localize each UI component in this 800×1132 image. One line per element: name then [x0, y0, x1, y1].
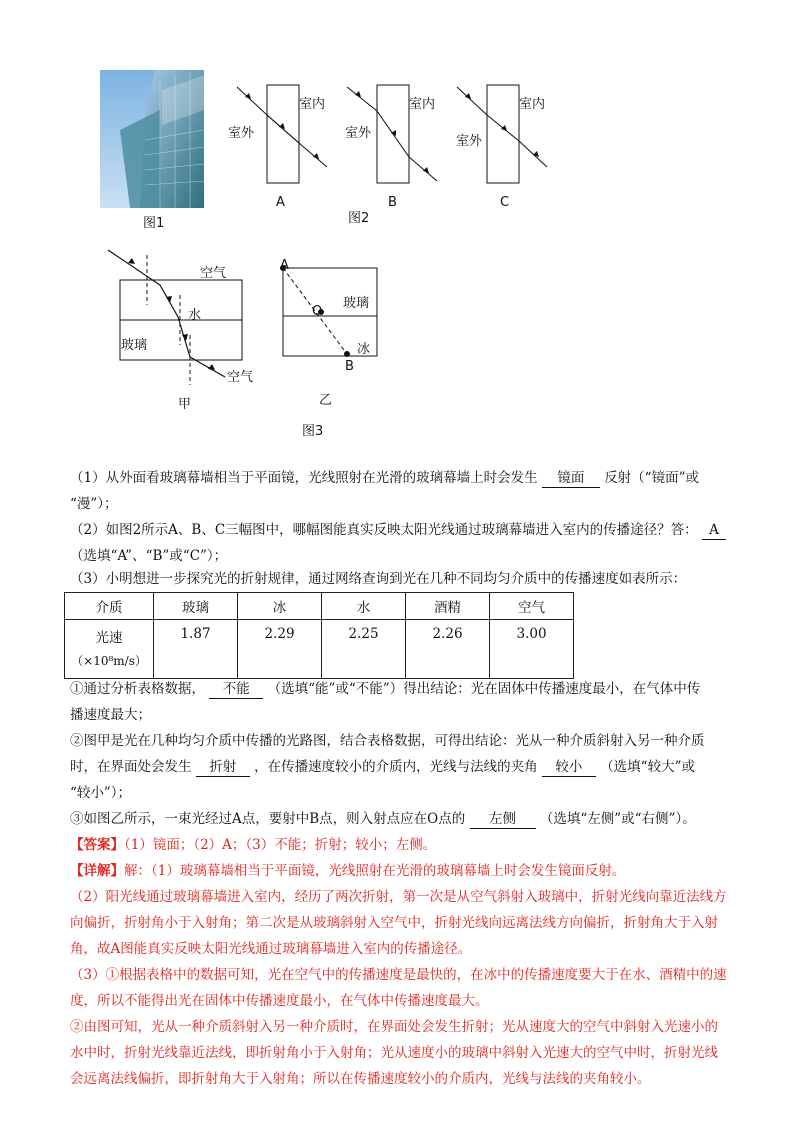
question-2 [70, 517, 760, 543]
table-cell: 1.87 [154, 620, 238, 679]
table-header-medium: 介质 [65, 593, 154, 620]
q2-text: （2）如图2所示A、B、C三幅图中，哪幅图能真实反映太阳光线通过玻璃幕墙进入室内的传播途径？答： [70, 522, 698, 538]
answer-text: （1）镜面；（2）A；（3）不能；折射；较小；左侧。 [124, 837, 437, 853]
speed-label: 光速 [95, 630, 123, 646]
option-a-outdoor-label: 室外 [228, 126, 255, 141]
detail-4c: 会远离法线偏折，即折射角大于入射角；所以在传播速度较小的介质内，光线与法线的夹角较小。 [70, 1071, 651, 1087]
jia-caption: 甲 [178, 397, 192, 412]
yi-point-b-label: B [345, 359, 354, 374]
sub2-line-2 [70, 754, 760, 780]
detail-2a: （2）阳光线通过玻璃幕墙进入室内，经历了两次折射，第一次是从空气斜射入玻璃中，折射光线向靠近法线方 [70, 889, 727, 905]
figure-2-caption: 图2 [348, 211, 370, 226]
option-b-outdoor-label: 室外 [345, 126, 372, 141]
answer-line [70, 832, 760, 858]
q1-text: （1）从外面看玻璃幕墙相当于平面镜，光线照射在光滑的玻璃幕墙上时会发生 [70, 470, 538, 486]
sub1-text: ①通过分析表格数据， [70, 681, 205, 697]
jia-air-bottom-label: 空气 [227, 370, 254, 385]
detail-4b: 水中时，折射光线靠近法线，即折射角小于入射角；光从速度小的玻璃中斜射入光速大的空气中时，折射光线 [70, 1045, 718, 1061]
detail-2c: 角，故A图能真实反映太阳光线通过玻璃幕墙进入室内的传播途径。 [70, 941, 472, 957]
option-b-indoor-label: 室内 [409, 97, 436, 112]
option-c-letter: C [500, 195, 510, 210]
yi-point-o-label: O [312, 304, 323, 319]
figure-1 [100, 70, 204, 208]
jia-water-label: 水 [188, 308, 202, 323]
table-header-cell: 玻璃 [154, 593, 238, 620]
detail-2b: 向偏折，折射角小于入射角；第二次是从玻璃斜射入空气中，折射光线向远离法线方向偏折，折射角大于入射 [70, 915, 718, 931]
table-header-cell: 水 [322, 593, 406, 620]
detail-4a: ②由图可知，光从一种介质斜射入另一种介质时，在界面处会发生折射；光从速度大的空气中斜射入光速小的 [70, 1019, 718, 1035]
sub1-text-post: （选填“能”或“不能”）得出结论：光在固体中传播速度最小，在气体中传 [267, 681, 701, 697]
yi-caption: 乙 [319, 393, 333, 408]
option-c-outdoor-label: 室外 [456, 134, 483, 149]
question-3: （3）小明想进一步探究光的折射规律，通过网络查询到光在几种不同均匀介质中的传播速度如表所示： [70, 571, 687, 587]
option-a-letter: A [276, 195, 285, 210]
jia-glass-label: 玻璃 [121, 338, 148, 353]
table-header-cell: 酒精 [406, 593, 490, 620]
detail-line-1 [70, 858, 760, 884]
option-c-indoor-label: 室内 [519, 97, 546, 112]
sub-question-3 [70, 806, 760, 832]
table-cell: 2.25 [322, 620, 406, 679]
figure-2 [225, 75, 565, 205]
yi-point-a-label: A [280, 258, 289, 273]
table-cell: 3.00 [490, 620, 574, 679]
sub2-answer-blank-2: 较小 [542, 758, 596, 777]
table-header-cell: 空气 [490, 593, 574, 620]
question-1 [70, 465, 760, 491]
figure-3-yi-diagram [275, 260, 395, 370]
jia-air-top-label: 空气 [200, 266, 227, 281]
sub2-line-3: “较小”）； [70, 785, 132, 801]
sub2-text-mid: ，在传播速度较小的介质内，光线与法线的夹角 [254, 759, 538, 775]
sub2-answer-blank-1: 折射 [196, 758, 250, 777]
speed-unit: （×10⁸m/s） [71, 654, 147, 668]
q1-text-post: 反射（“镜面”或 [604, 470, 699, 486]
table-header-row [65, 593, 574, 620]
yi-glass-label: 玻璃 [343, 296, 370, 311]
sub1-line-2: 播速度最大； [70, 707, 151, 723]
answer-tag: 【答案】 [70, 837, 124, 853]
figure-1-caption: 图1 [143, 216, 165, 231]
building-photo [100, 70, 204, 208]
sub3-answer-blank: 左侧 [470, 810, 536, 829]
table-row [65, 620, 574, 679]
figure-3-caption: 图3 [302, 424, 324, 439]
option-b-letter: B [388, 195, 397, 210]
q1-answer-blank: 镜面 [542, 469, 600, 488]
sub3-text: ③如图乙所示，一束光经过A点，要射中B点，则入射点应在O点的 [70, 811, 466, 827]
sub-question-2: ②图甲是光在几种均匀介质中传播的光路图，结合表格数据，可得出结论：光从一种介质斜射入另一种介质 [70, 733, 705, 749]
table-cell: 2.26 [406, 620, 490, 679]
sub-question-1 [70, 676, 760, 702]
sub1-answer-blank: 不能 [209, 680, 263, 699]
table-header-cell: 冰 [238, 593, 322, 620]
detail-text-1: 解：（1）玻璃幕墙相当于平面镜，光线照射在光滑的玻璃幕墙上时会发生镜面反射。 [124, 863, 626, 879]
detail-tag: 【详解】 [70, 863, 124, 879]
yi-ice-label: 冰 [357, 342, 371, 357]
detail-3b: 度，所以不能得出光在固体中传播速度最小，在气体中传播速度最大。 [70, 993, 489, 1009]
table-cell: 2.29 [238, 620, 322, 679]
light-speed-table [64, 592, 574, 679]
sub2-text: 时，在界面处会发生 [70, 759, 192, 775]
detail-3a: （3）①根据表格中的数据可知，光在空气中的传播速度是最快的，在冰中的传播速度要大于在水、酒精中的速 [70, 967, 727, 983]
sub2-text-post: （选填“较大”或 [600, 759, 695, 775]
q1-line-2: “漫”）； [70, 496, 118, 512]
option-a-indoor-label: 室内 [299, 97, 326, 112]
q2-line-2: （选填“A”、“B”或“C”）； [70, 548, 228, 564]
table-row-label [65, 620, 154, 679]
q2-answer-blank: A [702, 521, 726, 540]
sub3-text-post: （选填“左侧”或“右侧”）。 [539, 811, 696, 827]
